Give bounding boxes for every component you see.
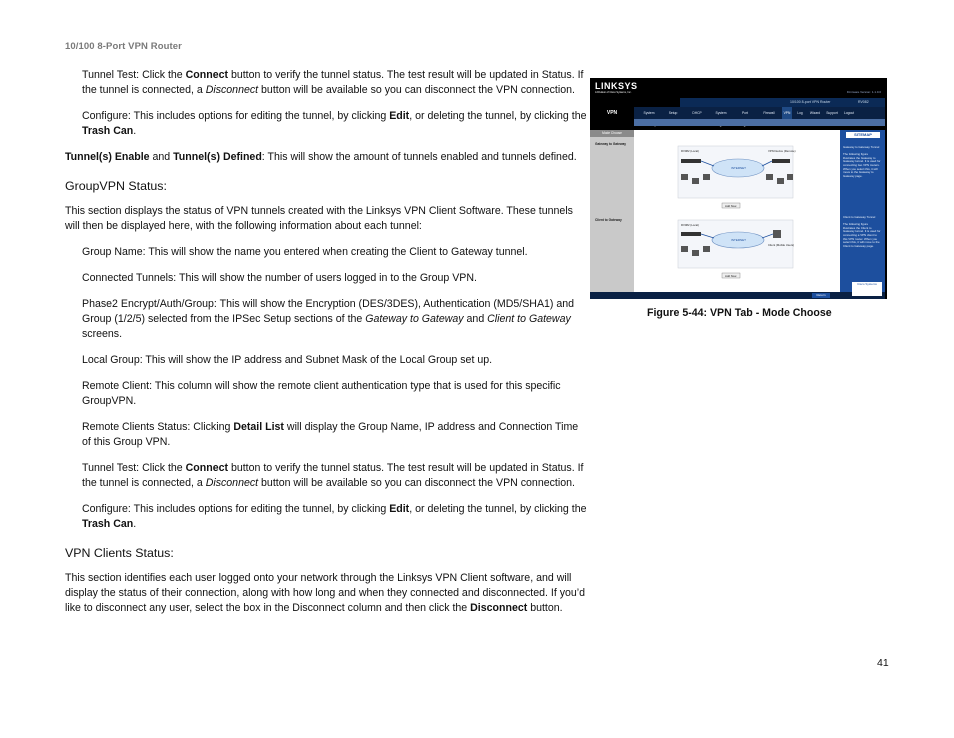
paragraph-group-name: Group Name: This will show the name you entered when creating the Client to Gateway tunnel. <box>82 246 528 258</box>
paragraph-groupvpn-intro: This section displays the status of VPN tunnels created with the Linksys VPN Client Software. These tunnels will then be displayed here, with the following information about each tunnel: <box>65 205 573 232</box>
paragraph-connected-tunnels: Connected Tunnels: This will show the number of users logged in to the Group VPN. <box>82 272 477 284</box>
router-icon <box>681 232 701 236</box>
firmware-version: Firmware Version: 1.1.0.0 <box>846 90 881 94</box>
help-client-to-gateway: Client to Gateway Tunnel The following figure illustrates the Client to Gateway tunnel. It is used for connecting a VPN client to this VPN router. When you select this, it will move to the Client to Gateway page. <box>843 215 881 248</box>
tab-firewall[interactable]: Firewall <box>763 111 775 115</box>
paragraph-local-group: Local Group: This will show the IP address and Subnet Mask of the Local Group set up. <box>82 354 493 366</box>
router-icon <box>681 159 701 163</box>
router-icon <box>772 159 790 163</box>
svg-text:Client (Mobile Users): Client (Mobile Users) <box>768 243 795 247</box>
linksys-logo: LINKSYS A Division of Cisco Systems, Inc. <box>595 81 638 94</box>
paragraph-tunnels-enabled: Tunnel(s) Enable and Tunnel(s) Defined: This will show the amount of tunnels enabled and tunnels defined. <box>65 151 577 163</box>
main-tabs <box>634 107 885 119</box>
tab-dhcp[interactable]: DHCP <box>692 111 702 115</box>
svg-text:RV082 (Local): RV082 (Local) <box>681 149 699 153</box>
figure-caption: Figure 5-44: VPN Tab - Mode Choose <box>647 307 832 319</box>
diagram-area <box>634 130 840 292</box>
paragraph-tunnel-test-2: Tunnel Test: Click the Connect button to verify the tunnel status. The test result will be updated in Status. If the tunnel is connected, a Disconnect button will be available so you can disconnect the VPN connection. <box>82 462 584 489</box>
paragraph-tunnel-test: Tunnel Test: Click the Connect button to verify the tunnel status. The test result will be updated in Status. If the tunnel is connected, a Disconnect button will be available so you can disconnect the VPN connection. <box>82 69 584 96</box>
tab-wizard[interactable]: Wizard <box>809 111 821 115</box>
paragraph-configure-2: Configure: This includes options for editing the tunnel, by clicking Edit, or deleting the tunnel, by clicking the Trash Can. <box>82 503 587 530</box>
body-column <box>65 68 587 616</box>
product-bar <box>680 98 885 107</box>
tab-system-summary[interactable]: System <box>643 111 655 115</box>
paragraph-vpn-clients: This section identifies each user logged onto your network through the Linksys VPN Client software, and will display the status of their connection, along with how long and when they connected and disconnected. If you’d like to disconnect any user, select the box in the Disconnect column and then click the Disconnect button. <box>65 572 586 614</box>
help-gateway-to-gateway: Gateway to Gateway Tunnel The following figure illustrates the Gateway to Gateway tunnel. It is used for connecting two VPN routers. When you select this, it will move to the Gateway to Gateway page. <box>843 145 881 178</box>
tab-vpn[interactable]: VPN <box>782 107 792 119</box>
sub-tabs-bar <box>634 119 885 126</box>
svg-text:Add Now: Add Now <box>725 203 737 208</box>
section-title: VPN <box>606 110 618 116</box>
vpn-mode-choose-screenshot <box>590 78 887 299</box>
left-panel <box>590 130 634 292</box>
running-header: 10/100 8-Port VPN Router <box>65 41 182 52</box>
svg-text:VPN Device (Remote): VPN Device (Remote) <box>768 149 796 153</box>
mode-choose-label: Mode Choose <box>590 130 634 137</box>
cisco-logo: Cisco Systems <box>852 282 882 296</box>
tab-setup[interactable]: Setup <box>668 111 678 115</box>
paragraph-configure: Configure: This includes options for editing the tunnel, by clicking Edit, or deleting the tunnel, by clicking the Trash Can. <box>82 110 587 137</box>
svg-text:Add Now: Add Now <box>725 273 737 278</box>
section-heading-vpn-clients: VPN Clients Status: <box>65 546 174 560</box>
paragraph-remote-clients-status: Remote Clients Status: Clicking Detail List will display the Group Name, IP address and Connection Time of this Group VPN. <box>82 421 579 448</box>
tab-port-management[interactable]: Port <box>741 111 749 115</box>
gateway-to-gateway-label: Gateway to Gateway <box>595 142 627 146</box>
paragraph-phase2: Phase2 Encrypt/Auth/Group: This will show the Encryption (DES/3DES), Authentication (MD5/SHA1) and Group (1/2/5) selected from the IPSec Setup sections of the Gateway to Gateway and Client to Gateway screens. <box>82 298 575 340</box>
paragraph-remote-client: Remote Client: This column will show the remote client authentication type that is used for this specific GroupVPN. <box>82 380 561 407</box>
return-button[interactable]: Return <box>812 293 830 298</box>
laptop-icon <box>773 230 781 238</box>
svg-text:INTERNET: INTERNET <box>731 238 746 242</box>
help-panel <box>840 130 885 292</box>
tab-logout[interactable]: Logout <box>843 111 855 115</box>
product-name: 10/100 8-port VPN Router <box>790 100 831 104</box>
tab-log[interactable]: Log <box>797 111 803 115</box>
model-name: RV082 <box>858 100 869 104</box>
vpn-diagrams <box>634 130 840 292</box>
sitemap-button[interactable]: SITEMAP <box>846 132 880 138</box>
footer-bar <box>590 292 885 299</box>
page-number: 41 <box>877 657 889 669</box>
svg-text:INTERNET: INTERNET <box>731 166 746 170</box>
section-heading-groupvpn: GroupVPN Status: <box>65 179 167 193</box>
tab-system-management[interactable]: System <box>715 111 727 115</box>
client-to-gateway-label: Client to Gateway <box>595 218 622 222</box>
svg-text:RV082 (Local): RV082 (Local) <box>681 223 699 227</box>
tab-support[interactable]: Support <box>826 111 838 115</box>
